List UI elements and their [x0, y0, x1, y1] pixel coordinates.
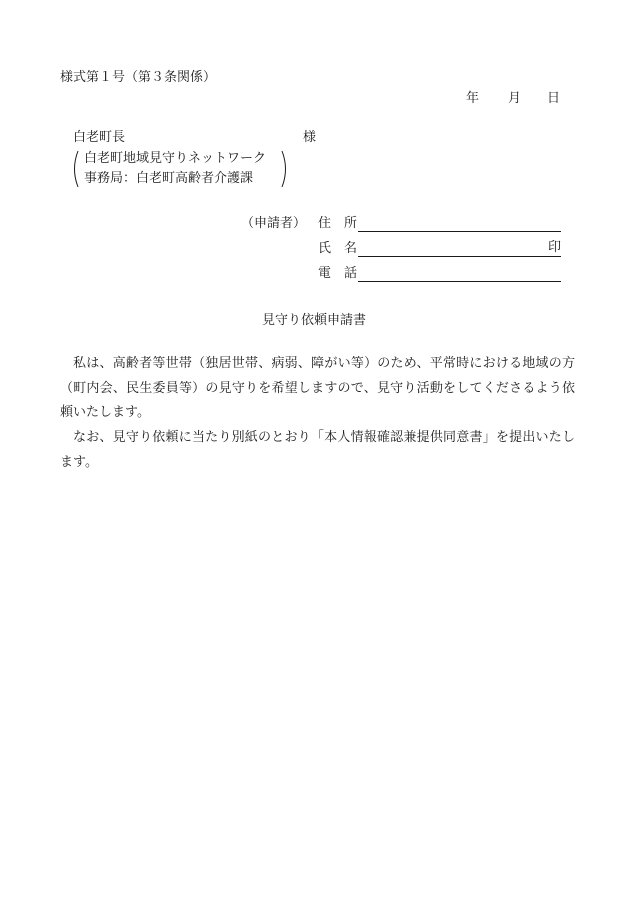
document-title: 見守り依頼申請書 — [262, 313, 367, 328]
address-label: 住 所 — [318, 216, 358, 231]
phone-label: 電 話 — [318, 266, 358, 281]
body-paragraph-1: 私は、高齢者等世帯（独居世帯、病弱、障がい等）のため、平常時における地域の方（町内会、民生委員等）の見守りを希望しますので、見守り活動をしてくださるよう依頼いたします。 — [60, 356, 575, 420]
phone-field[interactable] — [358, 267, 561, 282]
left-paren-icon — [70, 150, 80, 188]
date-year: 年 — [466, 91, 480, 106]
body-paragraph-2: なお、見守り依頼に当たり別紙のとおり「本人情報確認兼提供同意書」を提出いたします。 — [60, 430, 575, 470]
applicant-label: （申請者） — [241, 216, 307, 231]
recipient-bracket-group — [70, 150, 292, 188]
form-number: 様式第１号（第３条関係） — [60, 70, 217, 85]
recipient-honorific: 様 — [303, 130, 317, 145]
recipient-title: 白老町長 — [73, 130, 126, 145]
right-paren-icon — [280, 150, 290, 188]
address-field[interactable] — [358, 217, 561, 232]
name-field[interactable] — [358, 242, 561, 257]
network-name: 白老町地域見守りネットワーク — [84, 151, 267, 166]
date-day: 日 — [547, 91, 561, 106]
name-label: 氏 名 — [318, 241, 358, 256]
date-month: 月 — [508, 91, 522, 106]
office-name: 事務局：白老町高齢者介護課 — [84, 171, 254, 186]
seal-mark: 印 — [547, 240, 561, 255]
